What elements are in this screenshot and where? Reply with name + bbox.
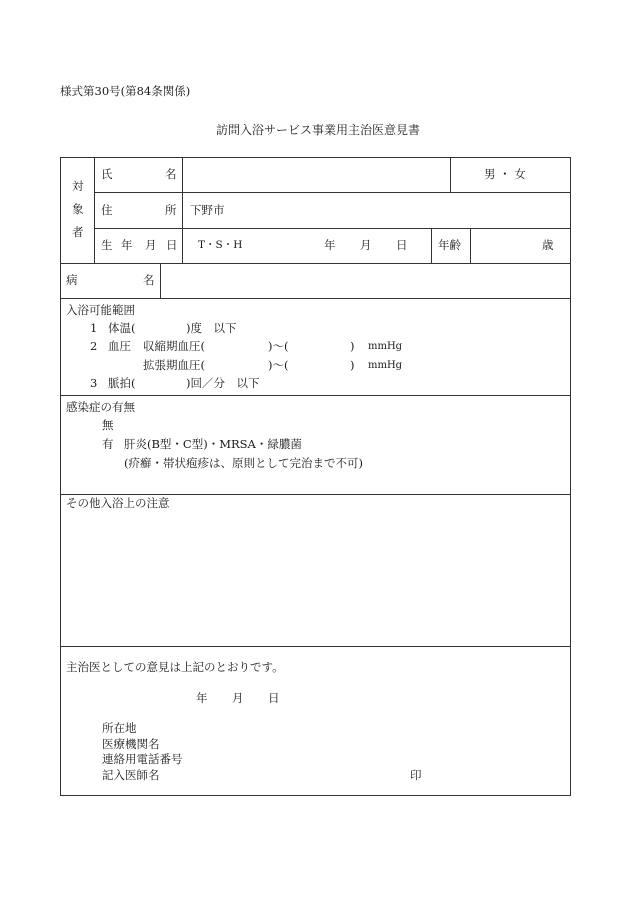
row-divider — [94, 228, 571, 229]
address-field[interactable]: 下野市 — [190, 203, 225, 217]
col-divider — [450, 157, 451, 192]
seal-label: 印 — [410, 768, 422, 782]
other-notes-heading: その他入浴上の注意 — [66, 496, 170, 510]
row-divider — [60, 494, 571, 495]
institution-label: 医療機関名 — [102, 737, 160, 751]
col-divider — [182, 157, 183, 263]
temp-number: 1 — [90, 321, 98, 335]
age-unit: 歳 — [542, 238, 554, 252]
row-divider — [60, 395, 571, 396]
systolic-range-mid: )〜( — [268, 339, 289, 353]
diastolic-unit: mmHg — [368, 360, 403, 371]
gender-selector[interactable]: 男 ・ 女 — [484, 167, 526, 181]
sign-year-label: 年 — [196, 691, 208, 705]
systolic-to-field[interactable] — [296, 338, 348, 356]
dob-month-label: 月 — [360, 238, 372, 252]
diastolic-range-mid: )〜( — [268, 358, 289, 372]
disease-label-2: 名 — [143, 273, 155, 287]
address-label-2: 所 — [165, 203, 177, 217]
subject-label-3: 者 — [72, 225, 84, 239]
systolic-label: 収縮期血圧( — [143, 339, 205, 353]
pulse-label: 脈拍( — [108, 376, 136, 390]
name-label-2: 名 — [165, 167, 177, 181]
dob-label-2: 年 — [121, 238, 133, 252]
temp-label: 体温( — [108, 321, 136, 335]
dob-label-3: 月 — [145, 238, 157, 252]
name-label-1: 氏 — [101, 167, 113, 181]
col-divider — [431, 228, 432, 263]
era-selector[interactable]: T・S・H — [198, 239, 243, 251]
dob-label-4: 日 — [166, 238, 178, 252]
sign-day-label: 日 — [268, 691, 280, 705]
form-title: 訪問入浴サービス事業用主治医意見書 — [216, 123, 421, 137]
address-label-1: 住 — [101, 203, 113, 217]
col-divider — [160, 263, 161, 298]
row-divider — [94, 192, 571, 193]
phone-label: 連絡用電話番号 — [102, 752, 183, 766]
col-divider — [94, 157, 95, 263]
subject-label-1: 対 — [72, 179, 84, 193]
systolic-unit: mmHg — [368, 341, 403, 352]
age-field[interactable] — [474, 237, 534, 255]
doctor-statement: 主治医としての意見は上記のとおりです。 — [66, 660, 284, 674]
diastolic-label: 拡張期血圧( — [143, 358, 205, 372]
dob-label-1: 生 — [101, 238, 113, 252]
bath-range-heading: 入浴可能範囲 — [66, 303, 135, 317]
dob-day-label: 日 — [396, 238, 408, 252]
pulse-suffix: )回／分 以下 — [186, 376, 260, 390]
row-divider — [60, 263, 571, 264]
row-divider — [60, 298, 571, 299]
diastolic-to-field[interactable] — [296, 357, 348, 375]
subject-label-2: 象 — [72, 202, 84, 216]
disease-field[interactable] — [165, 272, 565, 290]
row-divider — [60, 646, 571, 647]
sign-month-label: 月 — [232, 691, 244, 705]
pulse-field[interactable] — [148, 375, 186, 393]
location-label: 所在地 — [102, 721, 137, 735]
age-label: 年齢 — [438, 238, 461, 252]
infection-yes-option[interactable]: 有 — [102, 437, 114, 451]
infection-heading: 感染症の有無 — [66, 400, 135, 414]
bp-label: 血圧 — [108, 339, 131, 353]
pulse-number: 3 — [90, 376, 98, 390]
temp-suffix: )度 以下 — [186, 321, 237, 335]
form-number: 様式第30号(第84条関係) — [60, 84, 191, 98]
other-notes-field[interactable] — [66, 516, 564, 640]
doctor-name-label: 記入医師名 — [102, 768, 160, 782]
infection-note: (疥癬・帯状疱疹は、原則として完治まで不可) — [124, 456, 363, 470]
name-field[interactable] — [185, 166, 445, 184]
diastolic-from-field[interactable] — [210, 357, 268, 375]
infection-yes-detail: 肝炎(B型・C型)・MRSA・緑膿菌 — [124, 437, 302, 451]
diastolic-range-end: ) — [350, 358, 355, 372]
disease-label-1: 病 — [66, 273, 78, 287]
temp-field[interactable] — [148, 320, 186, 338]
systolic-from-field[interactable] — [210, 338, 268, 356]
dob-year-label: 年 — [324, 238, 336, 252]
col-divider — [470, 228, 471, 263]
bp-number: 2 — [90, 339, 98, 353]
systolic-range-end: ) — [350, 339, 355, 353]
infection-none-option[interactable]: 無 — [102, 418, 114, 432]
